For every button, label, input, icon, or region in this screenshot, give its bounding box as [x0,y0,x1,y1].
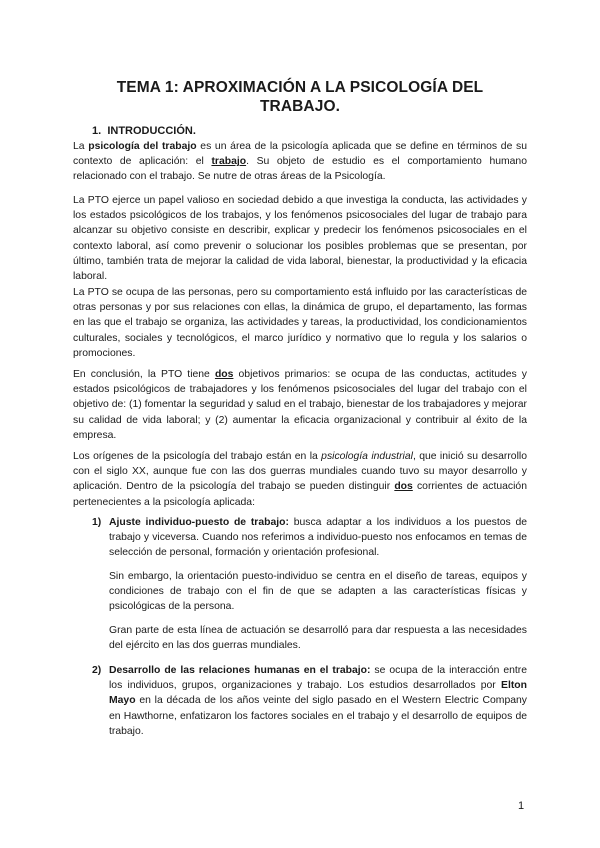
p5-bold-underline-term: dos [394,481,413,493]
list-item-1-body [109,515,527,561]
list-item-2-text-b: en la década de los años veinte del siglo pasado en el Western Electric Company en Hawthorne, enfatizaron los factores sociales en el trabajo y el desarrollo de equipos de trabajo. [109,695,527,737]
paragraph-3: La PTO se ocupa de las personas, pero su comportamiento está influido por las características de otras personas y por sus relaciones con ellas, la dinámica de grupo, el departamento, las formas en las que el trabajo se organiza, las actividades y tareas, la productividad, los condicionamientos culturales, sociales y tecnológicos, el marco jurídico y normativo que lo regula y los salarios o promociones. [73,287,527,359]
list-item-2-number: 2) [92,665,102,676]
list-item-1-number: 1) [92,517,102,528]
p1-bold-underline-term: trabajo [211,156,247,168]
p5-italic-term: psicología industrial [321,451,413,462]
p4-text-a: En conclusión, la PTO tiene [73,369,215,380]
paragraph-2: La PTO ejerce un papel valioso en sociedad debido a que investiga la conducta, las actividades y los estados psicológicos de los trabajos, y los fenómenos psicosociales del lugar de trabajo para alcanzar su objetivo consiste en describir, explicar y predecir los fenómenos psicosociales en el contexto laboral, así como prevenir o solucionar los posibles problemas que se presentan, por último, también trata de mejorar la calidad de vida laboral, bienestar, la productividad y la eficacia laboral. [73,195,527,283]
p5-text-c: , que inició su desarrollo con el siglo XX, aunque fue con las dos guerras mundiales cuando tuvo su mayor desarrollo y aplicación. Dentro de la psicología del trabajo se pueden distinguir [73,451,527,493]
list-item-1-paragraph-2: Sin embargo, la orientación puesto-individuo se centra en el diseño de tareas, equipos y condiciones de trabajo con el fin de que se adapten a las características físicas y psicológicas de la persona. [109,571,527,613]
paragraph-4 [73,367,527,443]
list-item-1-text: busca adaptar a los individuos a los puestos de trabajo y viceversa. Cuando nos referimos a individuo-puesto nos enfocamos en temas de selección de personal, formación y orientación profesional. [109,517,528,559]
list-item-2-text-a: se ocupa de la interacción entre los individuos, grupos, organizaciones y trabajo. Los estudios desarrollados por [109,665,527,692]
p1-bold-term: psicología del trabajo [88,141,197,152]
p4-text-c: objetivos primarios: se ocupa de las conductas, actitudes y estados psicológicos de trabajadores y los fenómenos psicosociales del lugar del trabajo con el objetivo de: (1) fomentar la seguridad y salud en el trabajo, bienestar de los trabajadores y mejorar su calidad de vida laboral; y (2) aumentar la eficacia organizacional y contribuir al éxito de la empresa. [73,369,528,441]
section-heading [92,125,196,137]
section-number: 1. [92,125,102,137]
list-item-1-paragraph-3: Gran parte de esta línea de actuación se desarrolló para dar respuesta a las necesidades del ejército en las dos guerras mundiales. [109,625,527,652]
p5-text-e: corrientes de actuación pertenecientes a la psicología aplicada: [73,481,527,508]
section-label: INTRODUCCIÓN. [107,125,196,137]
list-item-2-person-name: Elton Mayo [109,680,527,707]
list-item-2-heading: Desarrollo de las relaciones humanas en el trabajo: [109,665,371,676]
page-number: 1 [518,800,525,812]
page-title [60,78,540,116]
p5-text-a: Los orígenes de la psicología del trabajo están en la [73,451,322,462]
paragraph-5 [73,449,527,510]
paragraph-1 [73,139,527,185]
title-line-1: TEMA 1: APROXIMACIÓN A LA PSICOLOGÍA DEL [116,79,484,96]
p1-text-c: es un área de la psicología aplicada que se define en términos de su contexto de aplicación: el [73,141,527,168]
p1-text-e: . Su objeto de estudio es el comportamiento humano relacionado con el trabajo. Se nutre de otras áreas de la Psicología. [73,156,527,183]
list-item-2-body [109,663,527,739]
p1-text-a: La [73,141,89,152]
list-item-1-heading: Ajuste individuo-puesto de trabajo: [109,517,289,528]
title-line-2: TRABAJO. [259,98,341,115]
p4-bold-underline-term: dos [214,369,234,380]
